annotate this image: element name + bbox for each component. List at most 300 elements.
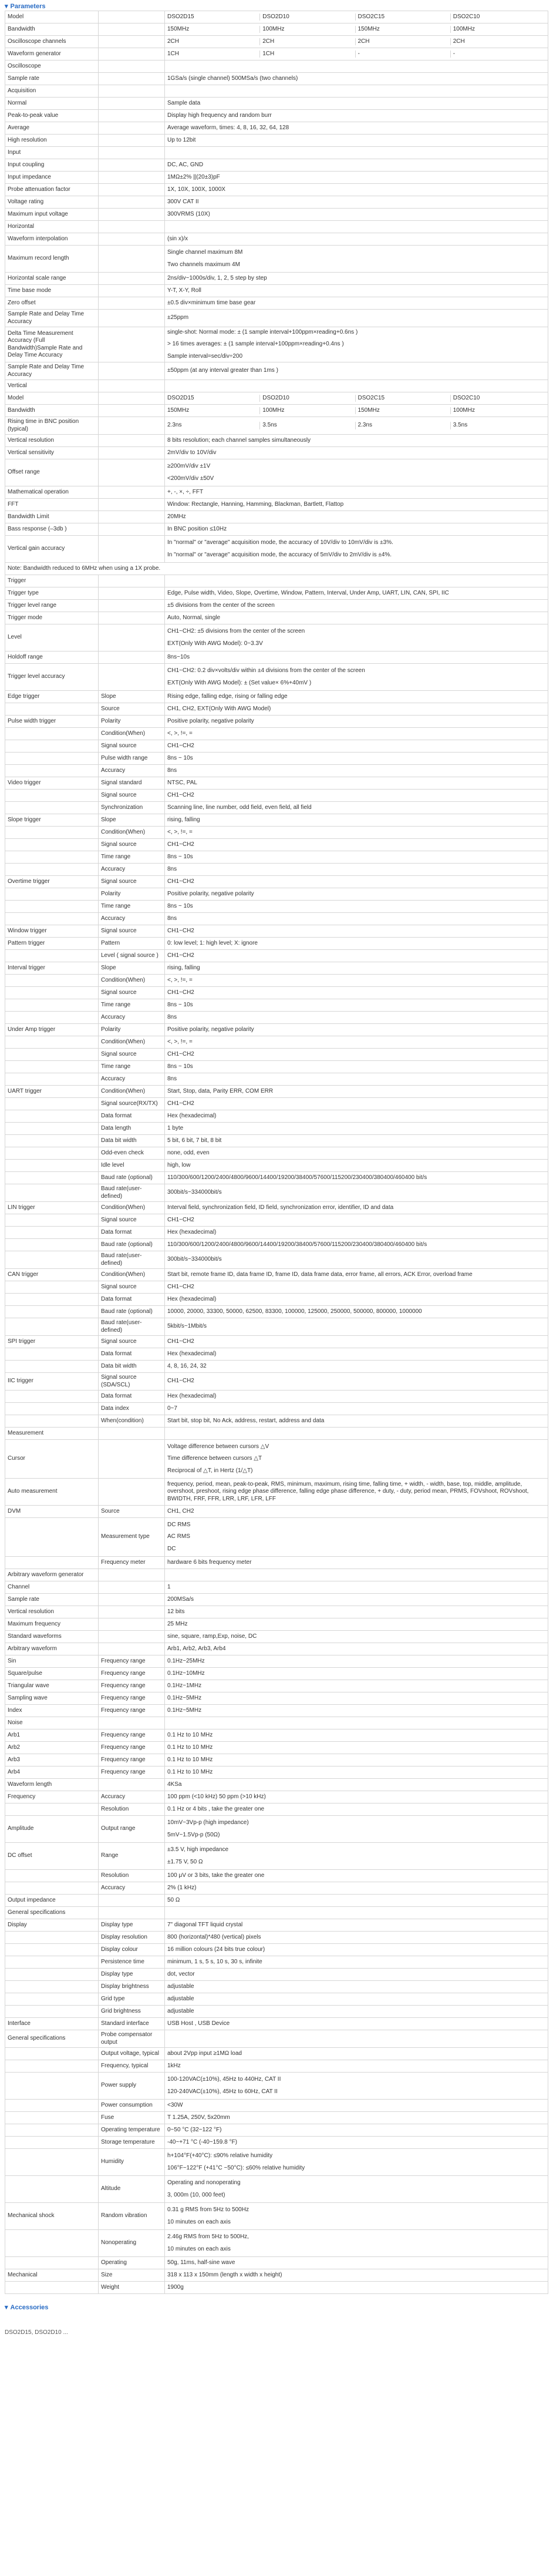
spec-row-fft [5,499,548,511]
spec-value: 0.1 Hz to 10 MHz [165,1754,548,1766]
spec-sublabel: Accuracy [99,1882,165,1895]
spec-sublabel: Frequency range [99,1655,165,1668]
value-line: 120-240VAC(±10%), 45Hz to 60Hz, CAT II [167,2088,278,2095]
spec-label: Rising time in BNC position (typical) [5,417,99,435]
spec-value: Arb1, Arb2, Arb3, Arb4 [165,1643,548,1655]
spec-sublabel: Baud rate(user-defined) [99,1184,165,1202]
spec-row-data-format [5,1294,548,1306]
spec-value: T 1.25A, 250V, 5x20mm [165,2112,548,2124]
model-cell: DSO2D10 [259,14,355,21]
spec-value: Scanning line, line number, odd field, even field, all field [165,802,548,814]
spec-value: sine, square, ramp,Exp, noise, DC [165,1631,548,1643]
spec-value: ±25ppm [165,310,548,327]
spec-value: Start bit, stop bit, No Ack, address, restart, address and data [165,1415,548,1428]
spec-label: Input impedance [5,172,99,184]
spec-label: Delta Time Measurement Accuracy (Full Bandwidth)Sample Rate and Delay Time Accuracy [5,327,99,362]
spec-value: 100 μV or 3 bits, take the greater one [165,1870,548,1882]
spec-row-nonoperating [5,2230,548,2257]
spec-sublabel: Signal source [99,1049,165,1061]
spec-value: 4KSa [165,1779,548,1791]
spec-sublabel [99,61,165,73]
accessories-title: Accessories [10,2304,49,2311]
spec-row-trigger [5,575,548,587]
spec-sublabel: Time range [99,1061,165,1073]
spec-row-arbitrary-waveform [5,1643,548,1655]
spec-sublabel: Weight [99,2282,165,2294]
spec-label: Arbitrary waveform [5,1643,99,1655]
model-cell: 2CH [167,38,180,45]
spec-row-odd-even-check [5,1147,548,1160]
spec-label: Mechanical shock [5,2203,99,2230]
spec-label [5,1361,99,1373]
spec-row-arb2 [5,1742,548,1754]
spec-label: Horizontal [5,221,99,233]
spec-sublabel: Time range [99,851,165,864]
spec-value: CH1~CH2 [165,1214,548,1227]
spec-label: Arbitrary waveform generator [5,1569,99,1581]
spec-label: Arb1 [5,1729,99,1742]
page [5,2,548,2336]
model-grid [167,14,545,21]
spec-row-bandwidth [5,405,548,417]
spec-row-spi-trigger [5,1336,548,1348]
spec-row-bandwidth [5,23,548,36]
spec-value: none, odd, even [165,1147,548,1160]
spec-value: 800 (horizontal)*480 (vertical) pixels [165,1932,548,1944]
spec-label [5,740,99,753]
value-line: In "normal" or "average" acquisition mode, the accuracy of 10V/div to 10mV/div is ±3%. [167,539,393,546]
model-cell: - [355,51,450,58]
spec-sublabel: Condition(When) [99,1202,165,1214]
spec-row-vertical-gain-accuracy [5,536,548,563]
spec-value: 0.1 Hz to 10 MHz [165,1742,548,1754]
spec-value: 0.1Hz~5MHz [165,1705,548,1717]
spec-row-square-pulse [5,1668,548,1680]
value-line: <200mV/div ±50V [167,475,214,482]
spec-sublabel [99,1907,165,1919]
spec-value: Auto, Normal, single [165,612,548,624]
spec-value: <, >, !=, = [165,728,548,740]
spec-sublabel [99,511,165,523]
spec-sublabel: Idle level [99,1160,165,1172]
spec-row-operating [5,2257,548,2269]
spec-label [5,1036,99,1049]
spec-row-data-index [5,1403,548,1415]
spec-value: adjustable [165,2006,548,2018]
spec-sublabel [99,1895,165,1907]
spec-label: IIC trigger [5,1373,99,1391]
spec-sublabel [99,73,165,85]
spec-sublabel: Pulse width range [99,753,165,765]
spec-row-accuracy [5,864,548,876]
spec-value: CH1~CH2 [165,1281,548,1294]
spec-value: 0~7 [165,1403,548,1415]
spec-row-mechanical [5,2269,548,2282]
spec-label [5,901,99,913]
spec-value: CH1~CH2 [165,1049,548,1061]
spec-label: Mechanical [5,2269,99,2282]
value-line: 5mV~1.5Vp-p (50Ω) [167,1831,220,1838]
spec-value: CH1~CH2 [165,950,548,962]
spec-value: Up to 12bit [165,135,548,147]
spec-label: Vertical [5,380,99,392]
spec-label: Average [5,122,99,135]
spec-row-storage-temperature [5,2137,548,2149]
spec-label: Zero offset [5,297,99,310]
spec-row-acquisition [5,85,548,98]
spec-label [5,2257,99,2269]
spec-value [165,405,548,417]
model-cell: 3.5ns [259,422,355,429]
spec-row-frequency-meter [5,1557,548,1569]
spec-label [5,864,99,876]
spec-row-frequency-typical [5,2060,548,2073]
spec-sublabel [99,1594,165,1606]
spec-row-rising-time-in-bnc-position-typical [5,417,548,435]
spec-value: Hex (hexadecimal) [165,1391,548,1403]
spec-value: 300bit/s~334000bit/s [165,1251,548,1269]
spec-label [5,851,99,864]
spec-sublabel [99,486,165,499]
spec-row-level-signal-source [5,950,548,962]
model-cell: 150MHz [167,407,190,414]
spec-sublabel: Data length [99,1123,165,1135]
spec-row-vertical [5,380,548,392]
spec-label [5,2137,99,2149]
spec-label: Peak-to-peak value [5,110,99,122]
spec-row-accuracy [5,1882,548,1895]
spec-row-high-resolution [5,135,548,147]
spec-row-data-format [5,1110,548,1123]
spec-sublabel [99,1606,165,1618]
model-cell: DSO2D10 [259,395,355,402]
spec-row-display [5,1919,548,1932]
spec-label [5,1073,99,1086]
spec-row-trigger-level-accuracy [5,664,548,691]
spec-sublabel [99,110,165,122]
spec-value [165,2149,548,2176]
spec-label: SPI trigger [5,1336,99,1348]
model-cell: DSO2C15 [355,14,450,21]
spec-row-measurement-type [5,1518,548,1557]
spec-row-condition-when [5,728,548,740]
model-grid [167,26,545,33]
spec-value [165,1907,548,1919]
spec-label [5,1214,99,1227]
spec-sublabel: Frequency range [99,1766,165,1779]
spec-sublabel [99,246,165,273]
spec-sublabel: Source [99,1506,165,1518]
spec-label: Vertical gain accuracy [5,536,99,563]
spec-value: 8ns~10s [165,651,548,664]
spec-label [5,1391,99,1403]
spec-row-pulse-width-trigger [5,716,548,728]
spec-row-edge-trigger [5,691,548,703]
spec-value: CH1~CH2 [165,740,548,753]
spec-label [5,950,99,962]
spec-sublabel [99,1779,165,1791]
spec-sublabel: Humidity [99,2149,165,2176]
spec-value: 2% (1 kHz) [165,1882,548,1895]
spec-sublabel: Signal source [99,987,165,999]
spec-value: 1900g [165,2282,548,2294]
spec-row-signal-source [5,839,548,851]
spec-sublabel: Condition(When) [99,1269,165,1281]
spec-sublabel [99,184,165,196]
model-cell: 2CH [259,38,355,46]
spec-sublabel [99,36,165,48]
spec-label [5,1172,99,1184]
spec-label: Trigger level range [5,600,99,612]
spec-row-signal-source [5,740,548,753]
spec-label [5,999,99,1012]
spec-sublabel [99,1618,165,1631]
spec-row-dvm [5,1506,548,1518]
spec-value: Hex (hexadecimal) [165,1227,548,1239]
spec-row-interval-trigger [5,962,548,975]
spec-value: 0.1Hz~25MHz [165,1655,548,1668]
spec-label [5,1049,99,1061]
spec-sublabel: Signal source (SDA/SCL) [99,1373,165,1391]
spec-value: 1MΩ±2% ||(20±3)pF [165,172,548,184]
value-line: DC [167,1545,176,1552]
spec-label: General specifications [5,2030,99,2048]
spec-sublabel [99,85,165,98]
value-line: CH1~CH2: ±5 divisions from the center of the screen [167,628,305,634]
spec-row-input-coupling [5,159,548,172]
spec-value [165,2203,548,2230]
spec-row-model [5,392,548,405]
spec-value: <, >, !=, = [165,975,548,987]
spec-row-pulse-width-range [5,753,548,765]
spec-sublabel [99,1440,165,1479]
spec-label: Input [5,147,99,159]
spec-row-under-amp-trigger [5,1024,548,1036]
spec-sublabel [99,48,165,61]
spec-sublabel: Data format [99,1391,165,1403]
model-cell: 100MHz [450,26,545,33]
spec-label: Vertical resolution [5,435,99,447]
spec-sublabel: Data format [99,1348,165,1361]
spec-sublabel: Accuracy [99,765,165,777]
spec-label: Trigger level accuracy [5,664,99,691]
spec-value: Sample data [165,98,548,110]
spec-row-noise [5,1717,548,1729]
spec-row-lin-trigger [5,1202,548,1214]
spec-value [165,61,548,73]
spec-value: 8ns [165,1073,548,1086]
spec-sublabel: Baud rate (optional) [99,1239,165,1251]
spec-row-data-bit-width [5,1361,548,1373]
spec-label: Level [5,624,99,651]
spec-row-waveform-interpolation [5,233,548,246]
spec-value: Start bit, remote frame ID, data frame ID, frame ID, data frame data, error frame, all errors, ACK Error, overload frame [165,1269,548,1281]
spec-row-condition-when [5,1036,548,1049]
spec-sublabel: Baud rate(user-defined) [99,1251,165,1269]
spec-row-bandwidth-limit [5,511,548,523]
spec-label [5,1557,99,1569]
spec-label: UART trigger [5,1086,99,1098]
spec-value [165,380,548,392]
spec-sublabel: Frequency range [99,1692,165,1705]
spec-row-sample-rate-and-delay-time-accuracy [5,362,548,380]
parameters-title: Parameters [10,3,46,10]
spec-value [165,536,548,563]
spec-sublabel: Signal source [99,876,165,888]
spec-label: Mathematical operation [5,486,99,499]
spec-value [165,459,548,486]
spec-sublabel [99,196,165,209]
spec-label: Maximum input voltage [5,209,99,221]
spec-row-can-trigger [5,1269,548,1281]
spec-value: 8ns ~ 10s [165,851,548,864]
spec-sublabel: Data index [99,1403,165,1415]
spec-value: about 2Vpp input ≥1MΩ load [165,2048,548,2060]
spec-value: CH1~CH2 [165,1098,548,1110]
spec-row-signal-source [5,1214,548,1227]
spec-label [5,765,99,777]
spec-value: 0.1Hz~5MHz [165,1692,548,1705]
spec-value: 25 MHz [165,1618,548,1631]
spec-label [5,1294,99,1306]
spec-value: Hex (hexadecimal) [165,1348,548,1361]
spec-value: 50g, 11ms, half-sine wave [165,2257,548,2269]
spec-label [5,888,99,901]
spec-label: Bandwidth [5,23,99,36]
spec-label [5,1239,99,1251]
spec-label [5,1135,99,1147]
spec-row-oscilloscope [5,61,548,73]
spec-label: High resolution [5,135,99,147]
spec-row-signal-source [5,1281,548,1294]
spec-row-resolution [5,1803,548,1816]
spec-row-power-consumption [5,2100,548,2112]
spec-label: Trigger [5,575,99,587]
spec-label [5,1348,99,1361]
model-grid [167,51,545,58]
spec-row-index [5,1705,548,1717]
spec-row-output-impedance [5,1895,548,1907]
spec-label [5,1969,99,1981]
spec-row-input-impedance [5,172,548,184]
spec-value [165,221,548,233]
spec-sublabel: Frequency range [99,1754,165,1766]
spec-label: Sample Rate and Delay Time Accuracy [5,362,99,380]
spec-sublabel: Source [99,703,165,716]
model-cell: 1CH [259,51,355,58]
spec-sublabel [99,523,165,536]
value-line: > 16 times averages: ± (1 sample interval+100ppm×reading+0.4ns ) [167,341,344,348]
model-cell: 100MHz [259,407,355,415]
spec-value [165,575,548,587]
spec-label [5,1306,99,1318]
spec-sublabel: Frequency, typical [99,2060,165,2073]
spec-value [165,11,548,23]
spec-row-display-resolution [5,1932,548,1944]
spec-row-data-bit-width [5,1135,548,1147]
spec-row-signal-source [5,790,548,802]
spec-sublabel [99,209,165,221]
spec-sublabel: Resolution [99,1803,165,1816]
spec-value [165,1569,548,1581]
spec-label: Under Amp trigger [5,1024,99,1036]
spec-sublabel: Probe compensator output [99,2030,165,2048]
spec-label [5,987,99,999]
spec-row-measurement [5,1428,548,1440]
spec-sublabel: Data bit width [99,1361,165,1373]
accessories-header[interactable] [5,2303,548,2312]
spec-label: Voltage rating [5,196,99,209]
spec-sublabel [99,98,165,110]
spec-value [165,1428,548,1440]
spec-sublabel [99,221,165,233]
spec-row-baud-rate-user-defined [5,1184,548,1202]
parameters-header[interactable] [5,2,548,11]
spec-label: DVM [5,1506,99,1518]
spec-value: CH1~CH2 [165,1336,548,1348]
spec-value: frequency, period, mean, peak-to-peak, RMS, minimum, maximum, rising time, falling time, + width, - width, base, top, middle, amplitude, overshoot, preshoot, rising edge phase difference, falling edge phase difference, + duty, - duty, period mean, PRMS, FOVshoot, ROVshoot, BWIDTH, FRF, FFR, LRR, LRF, LFR, LFF [165,1479,548,1506]
spec-sublabel: Resolution [99,1870,165,1882]
spec-row-holdoff-range [5,651,548,664]
spec-row-baud-rate-optional [5,1306,548,1318]
spec-row-when-condition [5,1415,548,1428]
spec-label [5,2060,99,2073]
spec-row-polarity [5,888,548,901]
spec-row-peak-to-peak-value [5,110,548,122]
spec-label [5,1061,99,1073]
spec-label: FFT [5,499,99,511]
model-cell: 1CH [167,50,180,57]
spec-value [165,85,548,98]
spec-label [5,728,99,740]
model-grid [167,395,545,402]
model-cell: DSO2C15 [355,395,450,402]
spec-sublabel: Frequency range [99,1680,165,1692]
spec-row-accuracy [5,1073,548,1086]
spec-sublabel [99,459,165,486]
spec-row-synchronization [5,802,548,814]
spec-value: Positive polarity, negative polarity [165,1024,548,1036]
spec-label [5,2100,99,2112]
model-cell: 2.3ns [167,422,182,429]
spec-value: Rising edge, falling edge, rising or falling edge [165,691,548,703]
spec-label: Model [5,11,99,23]
spec-row-uart-trigger [5,1086,548,1098]
spec-row-bw-note [5,563,548,575]
spec-sublabel: Signal source [99,1336,165,1348]
spec-value: 8ns ~ 10s [165,999,548,1012]
spec-label: Waveform generator [5,48,99,61]
spec-label: Video trigger [5,777,99,790]
spec-row-baud-rate-optional [5,1239,548,1251]
spec-sublabel: Accuracy [99,1073,165,1086]
spec-row-vertical-sensitivity [5,447,548,459]
spec-sublabel [99,447,165,459]
model-cell: 3.5ns [450,422,545,429]
spec-label [5,1251,99,1269]
spec-value: rising, falling [165,962,548,975]
spec-label: Maximum frequency [5,1618,99,1631]
spec-sublabel [99,327,165,362]
spec-label [5,2149,99,2176]
spec-sublabel [99,651,165,664]
spec-sublabel: Condition(When) [99,1036,165,1049]
spec-sublabel [99,159,165,172]
spec-row-time-range [5,999,548,1012]
spec-sublabel [99,135,165,147]
value-line: 10mV~3Vp-p (high impedance) [167,1819,249,1826]
spec-label [5,827,99,839]
